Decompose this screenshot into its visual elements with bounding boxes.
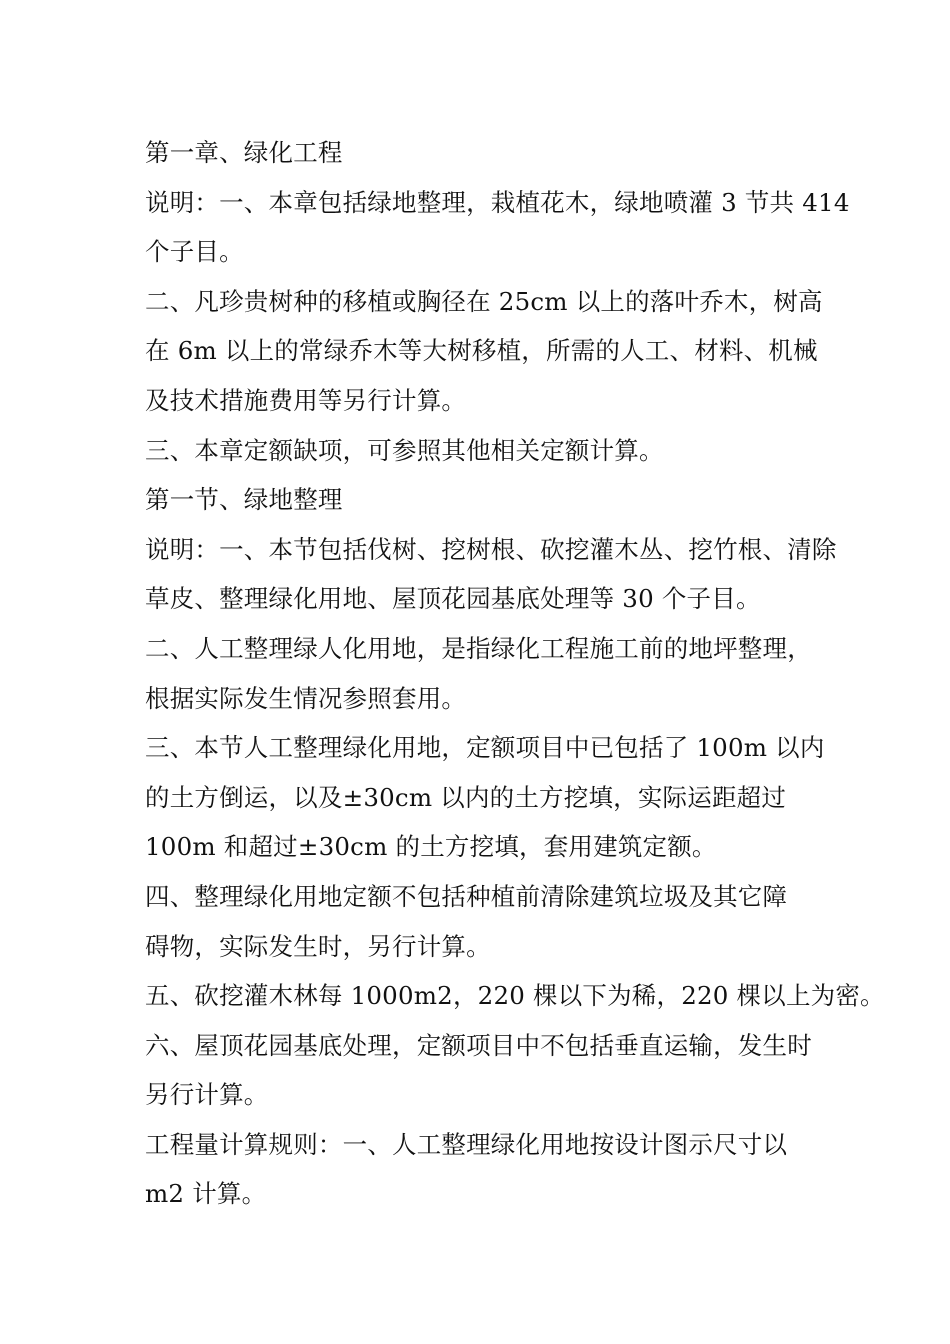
text-line: 三、本章定额缺项，可参照其他相关定额计算。 [145,435,664,465]
text-line: m2 计算。 [145,1179,267,1209]
text-line: 的土方倒运，以及±30cm 以内的土方挖填，实际运距超过 [145,782,787,812]
text-line: 在 6m 以上的常绿乔木等大树移植，所需的人工、材料、机械 [145,336,818,366]
text-line: 根据实际发生情况参照套用。 [145,683,467,713]
text-line: 草皮、整理绿化用地、屋顶花园基底处理等 30 个子目。 [145,584,761,614]
text-line: 三、本节人工整理绿化用地，定额项目中已包括了 100m 以内 [145,733,825,763]
text-line: 二、人工整理绿人化用地，是指绿化工程施工前的地坪整理， [145,633,812,663]
text-line: 碍物，实际发生时，另行计算。 [145,931,491,961]
text-line: 四、整理绿化用地定额不包括种植前清除建筑垃圾及其它障 [145,881,788,911]
text-line: 六、屋顶花园基底处理，定额项目中不包括垂直运输，发生时 [145,1030,812,1060]
chapter-heading: 第一章、绿化工程 [145,138,343,167]
text-line: 说明：一、本节包括伐树、挖树根、砍挖灌木丛、挖竹根、清除 [145,534,837,564]
document-body [145,128,885,1219]
text-line: 及技术措施费用等另行计算。 [145,385,467,415]
text-line: 五、砍挖灌木林每 1000m2，220 棵以下为稀，220 棵以上为密。 [145,981,885,1011]
text-line: 个子目。 [145,237,244,267]
text-line: 另行计算。 [145,1080,269,1110]
text-line: 二、凡珍贵树种的移植或胸径在 25cm 以上的落叶乔木，树高 [145,286,823,316]
section-heading: 第一节、绿地整理 [145,485,343,515]
text-line: 工程量计算规则：一、人工整理绿化用地按设计图示尺寸以 [145,1129,788,1159]
text-line: 说明：一、本章包括绿地整理，栽植花木，绿地喷灌 3 节共 414 [145,187,850,217]
text-line: 100m 和超过±30cm 的土方挖填，套用建筑定额。 [145,832,717,862]
